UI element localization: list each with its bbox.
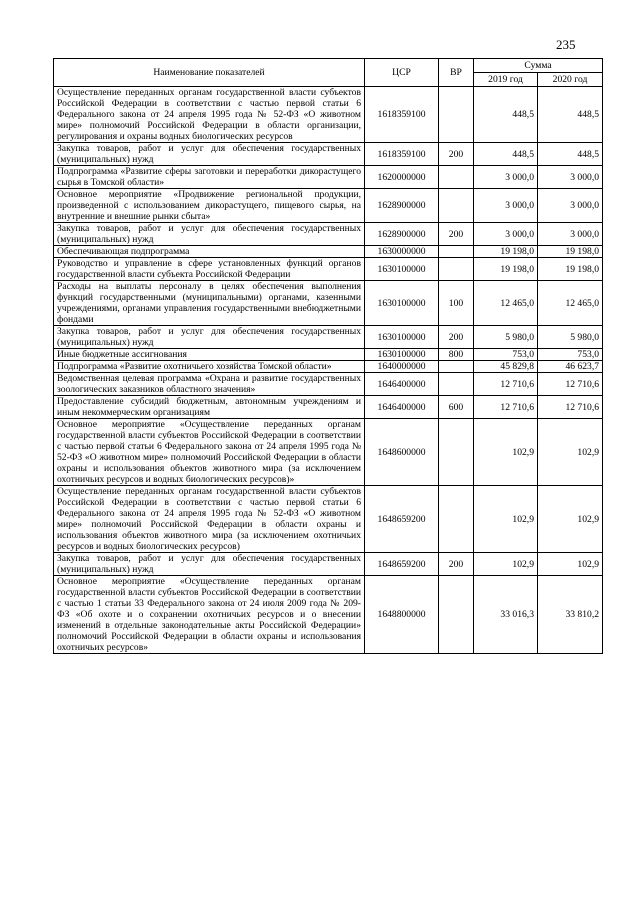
row-name-cell: Осуществление переданных органам государственной власти субъектов Российской Федерации в соответствии с частью первой статьи 6 Федерального закона от 24 апреля 1995 года № 52-ФЗ «О животном мире» полномочий Российской Федерации в области организации, регулирования и охраны водных биологических ресурсов: [54, 87, 365, 143]
table-row: [54, 166, 603, 189]
row-name-cell: Иные бюджетные ассигнования: [54, 349, 365, 361]
row-name-cell: Закупка товаров, работ и услуг для обеспечения государственных (муниципальных) нужд: [54, 326, 365, 349]
row-2019-cell: 102,9: [474, 553, 538, 576]
row-2020-cell: 12 465,0: [538, 281, 603, 326]
row-csr-cell: 1628900000: [365, 223, 439, 246]
row-csr-cell: 1620000000: [365, 166, 439, 189]
table-row: [54, 553, 603, 576]
row-2019-cell: 102,9: [474, 486, 538, 553]
row-vr-cell: 600: [439, 396, 474, 419]
row-name-cell: Осуществление переданных органам государственной власти субъектов Российской Федерации в соответствии с частью первой статьи 6 Федерального закона от 24 апреля 1995 года № 52-ФЗ «О животном мире» полномочий Российской Федерации в области охраны и использования объектов животного мира (за исключением охотничьих ресурсов и водных биологических ресурсов): [54, 486, 365, 553]
row-csr-cell: 1648659200: [365, 486, 439, 553]
row-2019-cell: 3 000,0: [474, 189, 538, 223]
header-row: [54, 59, 603, 73]
header-name: Наименование показателей: [54, 59, 365, 87]
row-2020-cell: 12 710,6: [538, 396, 603, 419]
row-vr-cell: 200: [439, 223, 474, 246]
table-row: [54, 396, 603, 419]
row-csr-cell: 1646400000: [365, 373, 439, 396]
row-vr-cell: 100: [439, 281, 474, 326]
table-row: [54, 326, 603, 349]
table-row: [54, 258, 603, 281]
row-name-cell: Руководство и управление в сфере установленных функций органов государственной власти субъекта Российской Федерации: [54, 258, 365, 281]
row-name-cell: Закупка товаров, работ и услуг для обеспечения государственных (муниципальных) нужд: [54, 143, 365, 166]
row-name-cell: Предоставление субсидий бюджетным, автономным учреждениям и иным некоммерческим организациям: [54, 396, 365, 419]
row-2019-cell: 12 710,6: [474, 396, 538, 419]
row-2020-cell: 3 000,0: [538, 166, 603, 189]
table-row: [54, 373, 603, 396]
row-csr-cell: 1630100000: [365, 326, 439, 349]
row-vr-cell: 800: [439, 349, 474, 361]
row-2019-cell: 3 000,0: [474, 166, 538, 189]
row-2019-cell: 33 016,3: [474, 576, 538, 654]
row-vr-cell: [439, 166, 474, 189]
row-name-cell: Основное мероприятие «Осуществление переданных органам государственной власти субъектов Российской Федерации в соответствии с частью 1 статьи 33 Федерального закона от 24 июля 2009 года № 209-ФЗ «Об охоте и о сохранении охотничьих ресурсов и о внесении изменений в отдельные законодательные акты Российской Федерации» полномочий Российской Федерации в области охраны и использования охотничьих ресурсов»: [54, 576, 365, 654]
row-2020-cell: 448,5: [538, 143, 603, 166]
table-body: [54, 87, 603, 654]
row-name-cell: Закупка товаров, работ и услуг для обеспечения государственных (муниципальных) нужд: [54, 223, 365, 246]
row-2020-cell: 102,9: [538, 553, 603, 576]
row-vr-cell: [439, 486, 474, 553]
row-2020-cell: 19 198,0: [538, 246, 603, 258]
row-2019-cell: 12 710,6: [474, 373, 538, 396]
row-name-cell: Подпрограмма «Развитие сферы заготовки и переработки дикорастущего сырья в Томской области»: [54, 166, 365, 189]
row-vr-cell: 200: [439, 553, 474, 576]
row-csr-cell: 1628900000: [365, 189, 439, 223]
row-2019-cell: 3 000,0: [474, 223, 538, 246]
row-csr-cell: 1630100000: [365, 281, 439, 326]
table-row: [54, 281, 603, 326]
row-2020-cell: 102,9: [538, 486, 603, 553]
row-2019-cell: 19 198,0: [474, 258, 538, 281]
row-2020-cell: 46 623,7: [538, 361, 603, 373]
row-2020-cell: 12 710,6: [538, 373, 603, 396]
row-csr-cell: 1646400000: [365, 396, 439, 419]
row-csr-cell: 1648800000: [365, 576, 439, 654]
row-2019-cell: 19 198,0: [474, 246, 538, 258]
table-row: [54, 246, 603, 258]
row-vr-cell: [439, 419, 474, 486]
row-vr-cell: 200: [439, 326, 474, 349]
row-name-cell: Закупка товаров, работ и услуг для обеспечения государственных (муниципальных) нужд: [54, 553, 365, 576]
row-name-cell: Подпрограмма «Развитие охотничьего хозяйства Томской области»: [54, 361, 365, 373]
row-2020-cell: 448,5: [538, 87, 603, 143]
row-2020-cell: 3 000,0: [538, 223, 603, 246]
row-2020-cell: 3 000,0: [538, 189, 603, 223]
row-csr-cell: 1630100000: [365, 258, 439, 281]
table-row: [54, 189, 603, 223]
row-vr-cell: [439, 373, 474, 396]
row-vr-cell: 200: [439, 143, 474, 166]
table-row: [54, 223, 603, 246]
table-row: [54, 419, 603, 486]
row-2019-cell: 45 829,8: [474, 361, 538, 373]
header-sum: Сумма: [474, 59, 603, 73]
row-name-cell: Основное мероприятие «Осуществление переданных органам государственной власти субъектов Российской Федерации в соответствии с частью первой статьи 6 Федерального закона от 24 апреля 1995 года № 52-ФЗ «О животном мире» полномочий Российской Федерации в области охраны и использования объектов животного мира (за исключением охотничьих ресурсов и водных биологических ресурсов)»: [54, 419, 365, 486]
row-2019-cell: 102,9: [474, 419, 538, 486]
header-vr: ВР: [439, 59, 474, 87]
table-row: [54, 87, 603, 143]
header-2019: 2019 год: [474, 73, 538, 87]
row-csr-cell: 1630000000: [365, 246, 439, 258]
row-2020-cell: 5 980,0: [538, 326, 603, 349]
row-name-cell: Основное мероприятие «Продвижение региональной продукции, произведенной с использованием дикорастущего, пищевого сырья, на внутренние и внешние рынки сбыта»: [54, 189, 365, 223]
row-vr-cell: [439, 361, 474, 373]
row-2019-cell: 448,5: [474, 143, 538, 166]
row-2019-cell: 12 465,0: [474, 281, 538, 326]
row-csr-cell: 1618359100: [365, 87, 439, 143]
row-vr-cell: [439, 189, 474, 223]
row-csr-cell: 1648600000: [365, 419, 439, 486]
row-name-cell: Обеспечивающая подпрограмма: [54, 246, 365, 258]
row-2019-cell: 448,5: [474, 87, 538, 143]
row-2020-cell: 102,9: [538, 419, 603, 486]
row-csr-cell: 1618359100: [365, 143, 439, 166]
table-row: [54, 361, 603, 373]
row-2020-cell: 19 198,0: [538, 258, 603, 281]
row-csr-cell: 1648659200: [365, 553, 439, 576]
row-2019-cell: 5 980,0: [474, 326, 538, 349]
row-vr-cell: [439, 258, 474, 281]
table-row: [54, 486, 603, 553]
page-number: 235: [556, 37, 576, 52]
budget-table: [53, 58, 603, 654]
table-row: [54, 349, 603, 361]
header-2020: 2020 год: [538, 73, 603, 87]
table-row: [54, 576, 603, 654]
header-csr: ЦСР: [365, 59, 439, 87]
row-vr-cell: [439, 246, 474, 258]
row-csr-cell: 1640000000: [365, 361, 439, 373]
row-vr-cell: [439, 87, 474, 143]
row-2020-cell: 753,0: [538, 349, 603, 361]
row-name-cell: Расходы на выплаты персоналу в целях обеспечения выполнения функций государственными (муниципальными) органами, казенными учреждениями, органами управления государственными внебюджетными фондами: [54, 281, 365, 326]
row-csr-cell: 1630100000: [365, 349, 439, 361]
row-2019-cell: 753,0: [474, 349, 538, 361]
row-vr-cell: [439, 576, 474, 654]
row-2020-cell: 33 810,2: [538, 576, 603, 654]
table-row: [54, 143, 603, 166]
row-name-cell: Ведомственная целевая программа «Охрана и развитие государственных зоологических заказников областного значения»: [54, 373, 365, 396]
